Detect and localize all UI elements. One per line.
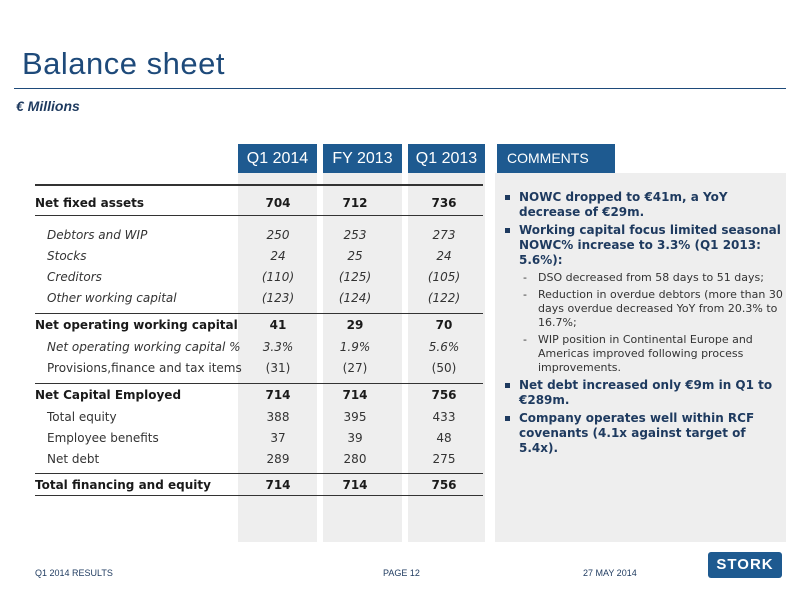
cell-fy-2013: (125) — [338, 270, 372, 284]
cell-fy-2013: 39 — [347, 431, 363, 445]
cell-fy-2013: 714 — [342, 478, 368, 492]
footer-page-number: PAGE 12 — [383, 568, 420, 578]
cell-fy-2013: 25 — [347, 249, 363, 263]
cell-q1-2014: 3.3% — [262, 340, 294, 354]
table-rule — [35, 383, 483, 384]
cell-q1-2014: (123) — [261, 291, 295, 305]
table-row — [35, 288, 483, 308]
footer-presentation-name: Q1 2014 RESULTS — [35, 568, 113, 578]
table-row — [35, 337, 483, 357]
table-row — [35, 193, 483, 213]
table-row — [35, 246, 483, 266]
cell-q1-2014: 704 — [265, 196, 291, 210]
cell-q1-2014: (110) — [261, 270, 295, 284]
table-row — [35, 385, 483, 405]
cell-q1-2013: 756 — [431, 388, 457, 402]
row-label: Net operating working capital % — [47, 340, 241, 354]
column-header-q1-2014: Q1 2014 — [238, 144, 317, 173]
cell-q1-2013: (50) — [431, 361, 457, 375]
comment-bullet: NOWC dropped to €41m, a YoY decrease of €29m. — [503, 190, 785, 220]
comment-sub-bullet: - Reduction in overdue debtors (more than 30 days overdue decreased YoY from 20.3% to 16.7%; — [503, 288, 785, 330]
cell-q1-2013: 24 — [436, 249, 452, 263]
comments-header: COMMENTS — [497, 144, 615, 173]
table-rule — [35, 313, 483, 314]
table-bottom-rule — [35, 495, 483, 496]
row-label: Employee benefits — [47, 431, 159, 445]
cell-fy-2013: 280 — [343, 452, 367, 466]
title-divider — [14, 88, 786, 89]
table-row — [35, 358, 483, 378]
comments-list — [503, 190, 785, 459]
cell-fy-2013: 395 — [343, 410, 367, 424]
table-row — [35, 428, 483, 448]
cell-q1-2013: (122) — [427, 291, 461, 305]
column-header-q1-2013: Q1 2013 — [408, 144, 485, 173]
cell-q1-2014: 714 — [265, 478, 291, 492]
row-label: Provisions,finance and tax items — [47, 361, 242, 375]
currency-subtitle: € Millions — [16, 98, 80, 114]
row-label: Net fixed assets — [35, 196, 145, 210]
page-title: Balance sheet — [22, 46, 225, 81]
cell-q1-2013: 273 — [432, 228, 456, 242]
comment-bullet: Company operates well within RCF covenants (4.1x against target of 5.4x). — [503, 411, 785, 456]
row-label: Total financing and equity — [35, 478, 211, 492]
row-label: Net operating working capital — [35, 318, 238, 332]
cell-q1-2014: 24 — [270, 249, 286, 263]
table-row — [35, 315, 483, 335]
cell-q1-2014: 37 — [270, 431, 286, 445]
cell-q1-2013: 736 — [431, 196, 457, 210]
cell-fy-2013: 1.9% — [339, 340, 371, 354]
cell-fy-2013: 253 — [343, 228, 367, 242]
table-row — [35, 225, 483, 245]
cell-fy-2013: 714 — [342, 388, 368, 402]
table-rule — [35, 473, 483, 474]
comment-sub-bullet: - WIP position in Continental Europe and Americas improved following process improvements. — [503, 333, 785, 375]
table-row — [35, 407, 483, 427]
comment-sub-bullet: - DSO decreased from 58 days to 51 days; — [503, 271, 785, 285]
cell-q1-2014: 289 — [266, 452, 290, 466]
cell-q1-2013: 70 — [435, 318, 453, 332]
row-label: Total equity — [47, 410, 117, 424]
cell-fy-2013: 29 — [346, 318, 364, 332]
cell-q1-2014: 388 — [266, 410, 290, 424]
stork-logo: STORK — [708, 552, 782, 578]
row-label: Net Capital Employed — [35, 388, 182, 402]
comment-bullet: Net debt increased only €9m in Q1 to €289m. — [503, 378, 785, 408]
cell-q1-2013: 5.6% — [428, 340, 460, 354]
table-row — [35, 475, 483, 495]
row-label: Creditors — [47, 270, 102, 284]
row-label: Debtors and WIP — [47, 228, 148, 242]
row-label: Other working capital — [47, 291, 177, 305]
cell-q1-2013: (105) — [427, 270, 461, 284]
footer-date: 27 MAY 2014 — [583, 568, 637, 578]
cell-q1-2014: 250 — [266, 228, 290, 242]
comment-bullet: Working capital focus limited seasonal NOWC% increase to 3.3% (Q1 2013: 5.6%): — [503, 223, 785, 268]
cell-q1-2013: 433 — [432, 410, 456, 424]
table-top-rule — [35, 184, 483, 186]
row-label: Stocks — [47, 249, 87, 263]
table-row — [35, 267, 483, 287]
row-label: Net debt — [47, 452, 100, 466]
cell-fy-2013: (27) — [342, 361, 368, 375]
table-rule — [35, 215, 483, 216]
cell-fy-2013: (124) — [338, 291, 372, 305]
cell-q1-2013: 275 — [432, 452, 456, 466]
column-header-fy-2013: FY 2013 — [323, 144, 402, 173]
cell-fy-2013: 712 — [342, 196, 368, 210]
cell-q1-2014: 41 — [269, 318, 287, 332]
table-row — [35, 449, 483, 469]
cell-q1-2013: 756 — [431, 478, 457, 492]
cell-q1-2014: 714 — [265, 388, 291, 402]
cell-q1-2014: (31) — [265, 361, 291, 375]
cell-q1-2013: 48 — [436, 431, 452, 445]
